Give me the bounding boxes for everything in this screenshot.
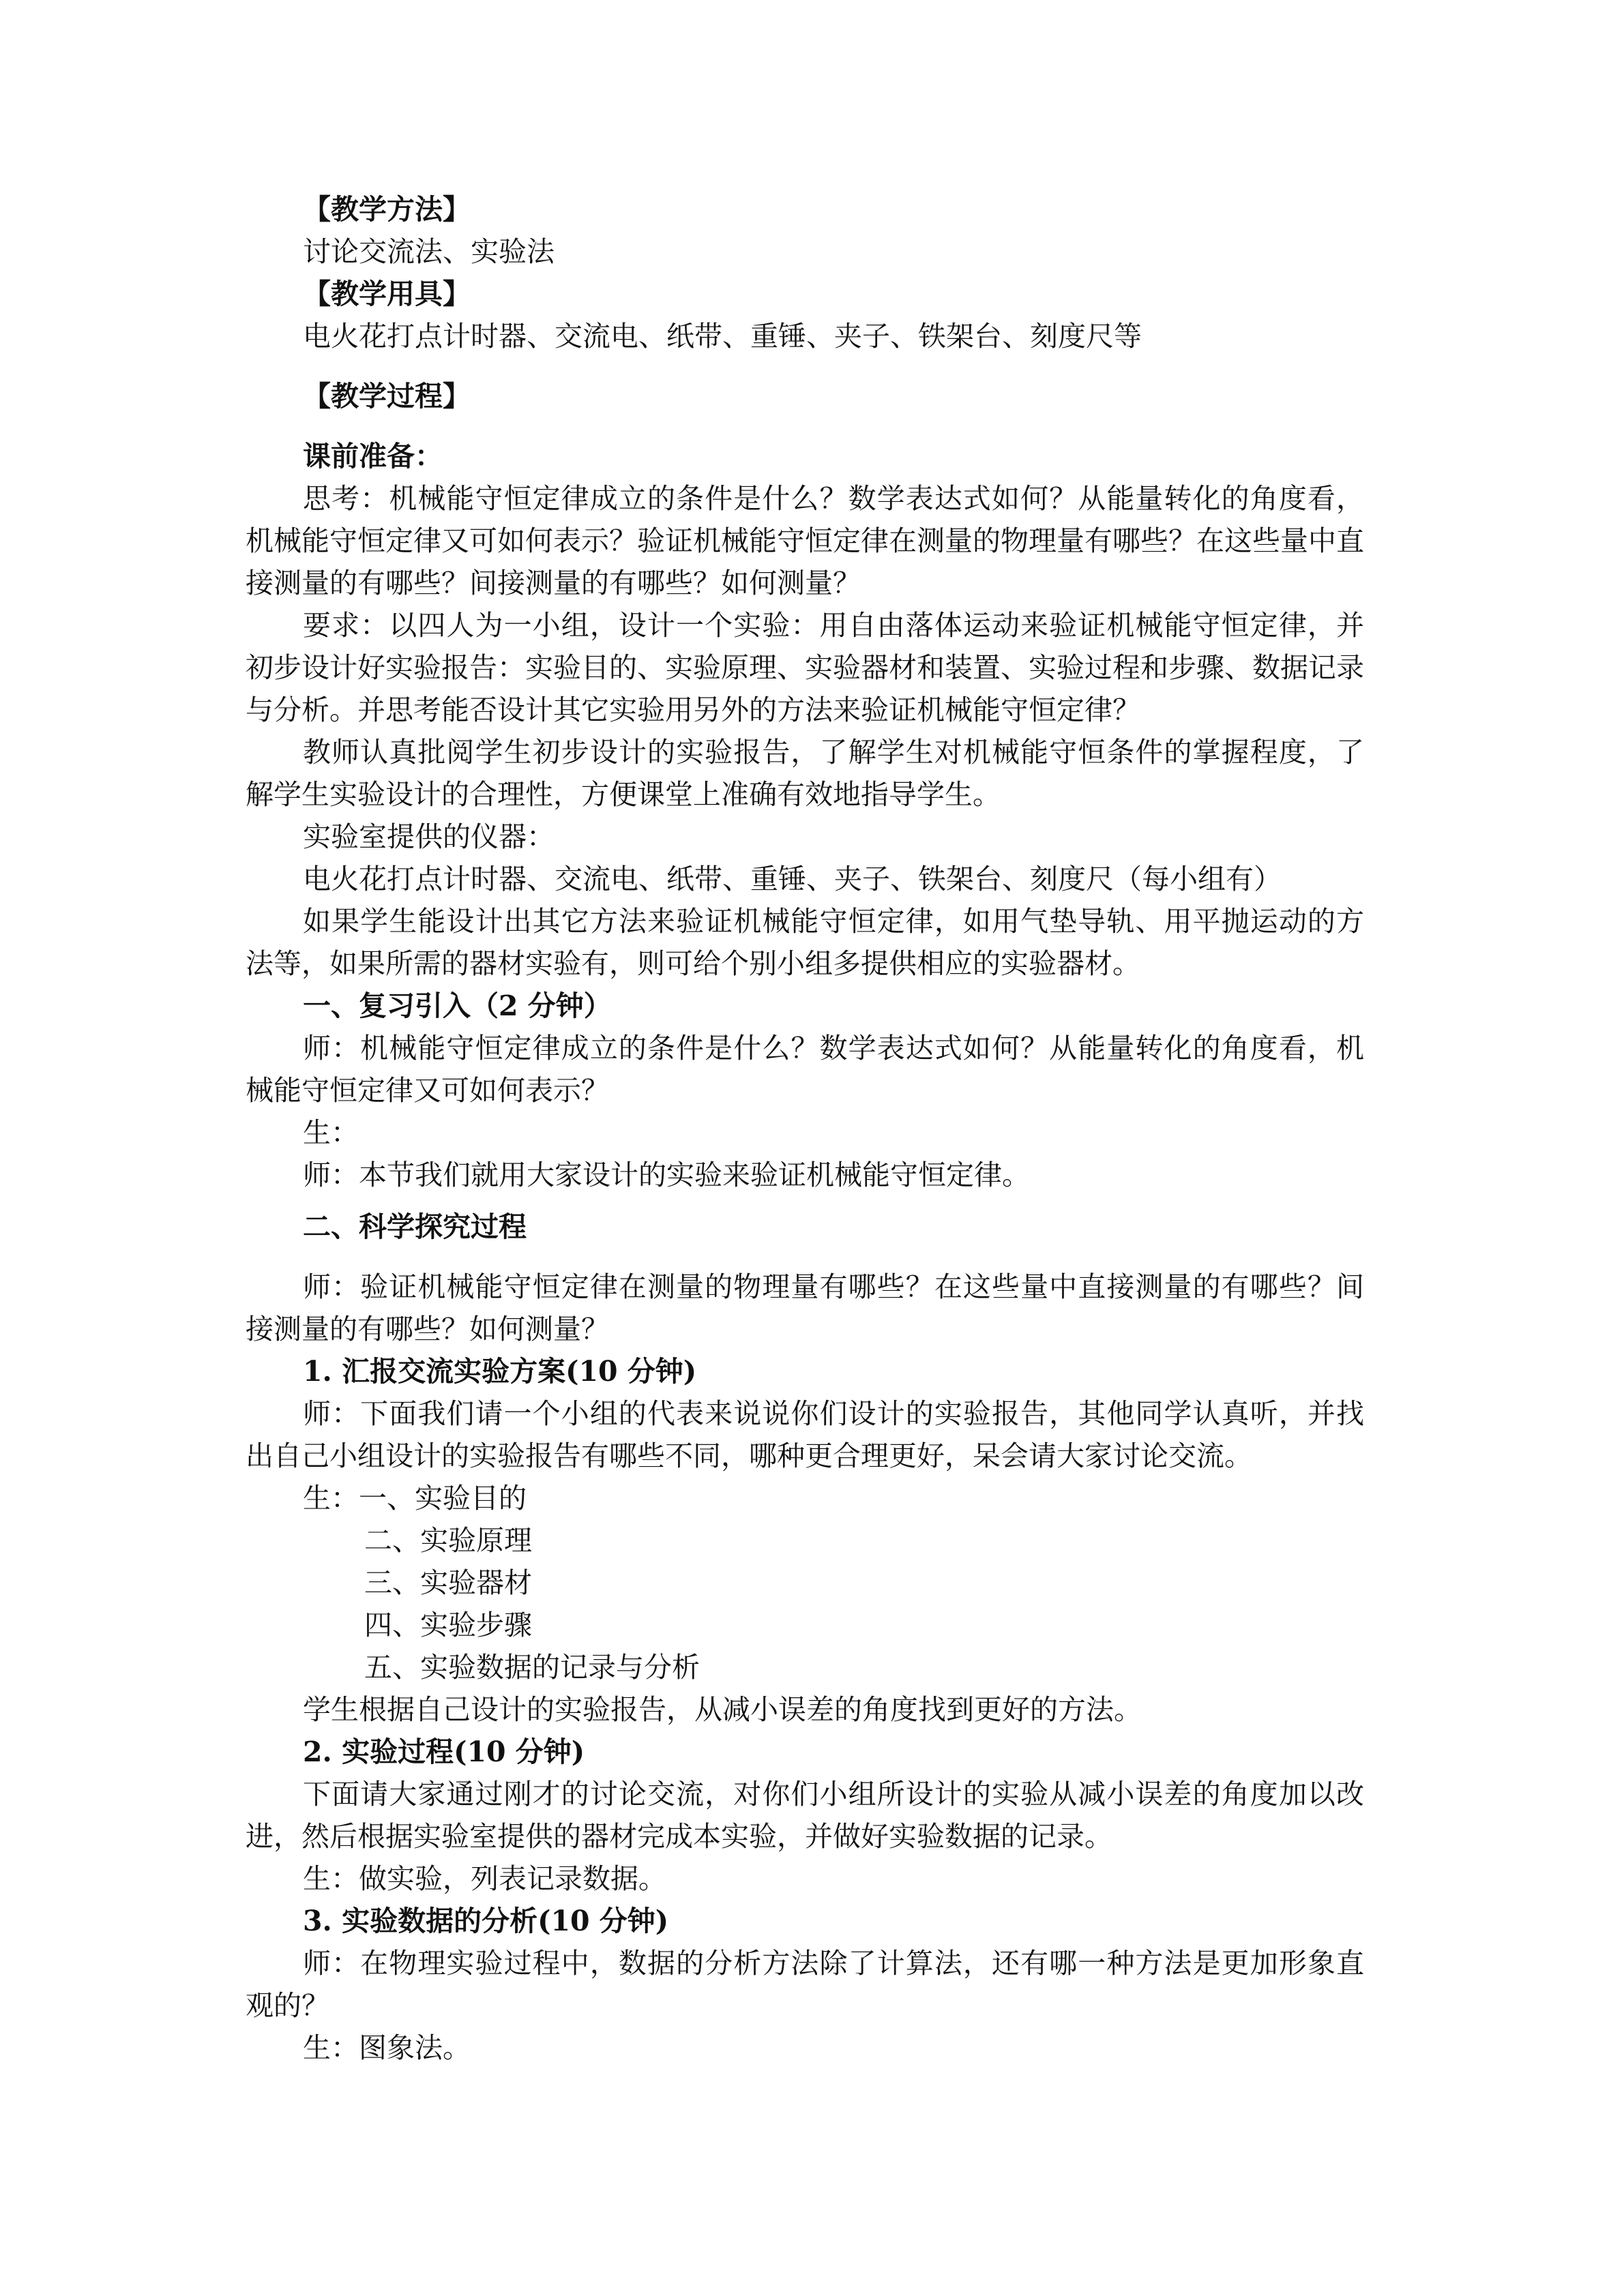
- lab-equipment-items: 电火花打点计时器、交流电、纸带、重锤、夹子、铁架台、刻度尺（每小组有）: [303, 863, 1282, 895]
- lab-extra-paragraph: 如果学生能设计出其它方法来验证机械能守恒定律，如用气垫导轨、用平抛运动的方法等，如果所需的器材实验有，则可给个别小组多提供相应的实验器材。: [246, 905, 1364, 980]
- section-inquiry-title: 二、科学探究过程: [303, 1210, 527, 1243]
- subsection-experiment-title: 2. 实验过程(10 分钟): [303, 1735, 585, 1768]
- teaching-tools-text: 电火花打点计时器、交流电、纸带、重锤、夹子、铁架台、刻度尺等: [303, 320, 1142, 353]
- heading-preparation: 课前准备：: [303, 440, 443, 473]
- prep-think-paragraph: 思考：机械能守恒定律成立的条件是什么？数学表达式如何？从能量转化的角度看，机械能守恒定律又可如何表示？验证机械能守恒定律在测量的物理量有哪些？在这些量中直接测量的有哪些？间接测量的有哪些？如何测量？: [246, 482, 1364, 599]
- experiment-student-text: 生：做实验，列表记录数据。: [303, 1862, 666, 1895]
- experiment-teacher-text: 下面请大家通过刚才的讨论交流，对你们小组所设计的实验从减小误差的角度加以改进，然后根据实验室提供的器材完成本实验，并做好实验数据的记录。: [246, 1778, 1364, 1853]
- report-after-text: 学生根据自己设计的实验报告，从减小误差的角度找到更好的方法。: [303, 1693, 1142, 1726]
- review-student-answer: 生：: [303, 1116, 359, 1149]
- heading-teaching-process: 【教学过程】: [303, 380, 471, 413]
- teaching-method-text: 讨论交流法、实验法: [303, 235, 555, 268]
- analysis-student-answer: 生：图象法。: [303, 2031, 471, 2064]
- report-student-item: 三、实验器材: [364, 1566, 532, 1599]
- prep-teacher-paragraph: 教师认真批阅学生初步设计的实验报告，了解学生对机械能守恒条件的掌握程度，了解学生实验设计的合理性，方便课堂上准确有效地指导学生。: [246, 736, 1364, 811]
- heading-teaching-method: 【教学方法】: [303, 193, 471, 226]
- heading-teaching-tools: 【教学用具】: [303, 278, 471, 310]
- subsection-analysis-title: 3. 实验数据的分析(10 分钟): [303, 1905, 669, 1937]
- section-review-title: 一、复习引入（2 分钟）: [303, 989, 612, 1022]
- report-student-item: 二、实验原理: [364, 1524, 532, 1557]
- subsection-report-title: 1. 汇报交流实验方案(10 分钟): [303, 1355, 697, 1388]
- report-student-item: 四、实验步骤: [364, 1609, 532, 1641]
- review-teacher-statement: 师：本节我们就用大家设计的实验来验证机械能守恒定律。: [303, 1159, 1030, 1191]
- document-body: [246, 188, 1364, 2069]
- lab-equipment-label: 实验室提供的仪器：: [303, 820, 555, 853]
- report-student-item: 五、实验数据的记录与分析: [364, 1651, 700, 1684]
- report-student-item: 生：一、实验目的: [303, 1482, 527, 1515]
- inquiry-teacher-question: 师：验证机械能守恒定律在测量的物理量有哪些？在这些量中直接测量的有哪些？间接测量的有哪些？如何测量？: [246, 1270, 1364, 1345]
- prep-require-paragraph: 要求：以四人为一小组，设计一个实验：用自由落体运动来验证机械能守恒定律，并初步设计好实验报告：实验目的、实验原理、实验器材和装置、实验过程和步骤、数据记录与分析。并思考能否设计其它实验用另外的方法来验证机械能守恒定律？: [246, 609, 1364, 726]
- analysis-teacher-question: 师：在物理实验过程中，数据的分析方法除了计算法，还有哪一种方法是更加形象直观的？: [246, 1947, 1364, 2022]
- report-teacher-text: 师：下面我们请一个小组的代表来说说你们设计的实验报告，其他同学认真听，并找出自己小组设计的实验报告有哪些不同，哪种更合理更好，呆会请大家讨论交流。: [246, 1397, 1364, 1472]
- review-teacher-question: 师：机械能守恒定律成立的条件是什么？数学表达式如何？从能量转化的角度看，机械能守恒定律又可如何表示？: [246, 1032, 1364, 1107]
